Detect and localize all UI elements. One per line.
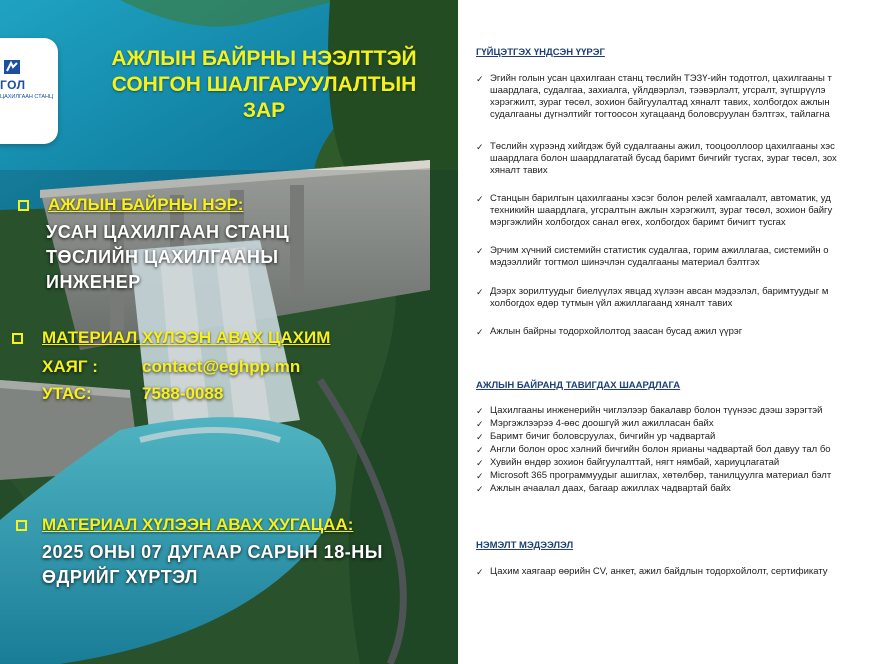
checkbox-bullet-icon	[18, 200, 29, 211]
requirements-heading: АЖЛЫН БАЙРАНД ТАВИГДАХ ШААРДЛАГА	[476, 380, 681, 391]
checkmark-icon: ✓	[476, 287, 484, 297]
deadline-line: ӨДРИЙГ ХҮРТЭЛ	[42, 567, 198, 587]
checkmark-icon: ✓	[476, 327, 484, 337]
position-line: ТӨСЛИЙН ЦАХИЛГААНЫ	[46, 247, 279, 267]
email-label: ХАЯГ :	[42, 357, 98, 376]
email-address[interactable]: contact@eghpp.mn	[142, 357, 301, 376]
deadline-label: МАТЕРИАЛ ХҮЛЭЭН АВАХ ХУГАЦАА:	[42, 515, 354, 534]
logo-name: ГОЛ	[0, 78, 26, 92]
checkmark-icon: ✓	[476, 74, 484, 84]
checkmark-icon: ✓	[476, 419, 484, 429]
checkmark-icon: ✓	[476, 567, 484, 577]
checkmark-icon: ✓	[476, 471, 484, 481]
deadline-line: 2025 ОНЫ 07 ДУГААР САРЫН 18-НЫ	[42, 542, 383, 562]
position-label: АЖЛЫН БАЙРНЫ НЭР:	[48, 195, 244, 214]
checkmark-icon: ✓	[476, 406, 484, 416]
company-logo	[0, 38, 58, 144]
deadline-date	[42, 540, 452, 590]
job-description-document: ГҮЙЦЭТГЭХ ҮНДСЭН ҮҮРЭГ ✓ Эгийн голын усан цахилгаан станц төслийн ТЭЗҮ-ийн тодотгол, цахилгааны т шаардлага, судалгаа, захиалга, үйлдвэрлэл, тээвэрлэлт, угсралт, зүгшрүүлэ хэрэгжилт, зураг төсөл, зохион байгуулалтад хяналт тавих, холбогдох ажлын судалгааны дүгнэлтийг тогтоосон хугацаанд боловсруулан бэлтгэх, тайлагна ✓ Төслийн хүрээнд хийгдэж буй судалгааны ажил, тооцооллоор цахилгааны хэс шаардлага болон шаардлагатай бусад баримт бичгийг тусгах, зураг төсөл, зох хяналт тавих ✓ Станцын барилгын цахилгааны хэсэг болон релей хамгаалалт, автоматик, уд техникийн шаардлага, угсралтын ажлын хэрэгжилт, зураг төсөл, зохион байгу мэргэжлийн холбогдох санал өгөх, холбогдох баримт бичигт тусгах ✓ Эрчим хүчний системийн статистик судалгаа, горим ажиллагаа, системийн о мэдээллийг тогтмол шинэчлэн судалгааны материал бэлтгэх ✓ Дээрх зорилтуудыг биелүүлэх явцад хүлээн авсан мэдээлэл, баримтуудыг м холбогдох өдөр тутмын үйл ажиллагаанд хяналт тавих ✓ Ажлын байрны тодорхойлолтод заасан бусад ажил үүрэг АЖЛЫН БАЙРАНД ТАВИГДАХ ШААРДЛАГА ✓ Цахилгааны инженерийн чиглэлээр бакалавр болон түүнээс дээш зэрэгтэй ✓ Мэргэжлээрээ 4-өөс доошгүй жил ажилласан байх ✓ Баримт бичиг боловсруулах, бичгийн ур чадвартай ✓ Англи болон орос хэлний бичгийн болон ярианы чадвартай бол давуу тал бо ✓ Хувийн өндөр зохион байгуулалттай, нягт нямбай, хариуцлагатай ✓ Microsoft 365 программуудыг ашиглах, хөтөлбөр, танилцуулга материал бэлт ✓ Ажлын ачаалал даах, багаар ажиллах чадвартай байх НЭМЭЛТ МЭДЭЭЛЭЛ ✓ Цахим хаягаар өөрийн CV, анкет, ажил байдлын тодорхойлолт, сертификату	[458, 0, 890, 664]
duties-heading: ГҮЙЦЭТГЭХ ҮНДСЭН ҮҮРЭГ	[476, 47, 605, 58]
contact-label: МАТЕРИАЛ ХҮЛЭЭН АВАХ ЦАХИМ	[42, 328, 331, 347]
title-line: СОНГОН ШАЛГАРУУЛАЛТЫН	[111, 73, 417, 96]
additional-info-heading: НЭМЭЛТ МЭДЭЭЛЭЛ	[476, 540, 574, 551]
position-title	[46, 220, 376, 295]
logo-mark-icon	[4, 60, 20, 74]
checkmark-icon: ✓	[476, 246, 484, 256]
phone-label: УТАС:	[42, 384, 92, 403]
checkmark-icon: ✓	[476, 432, 484, 442]
checkbox-bullet-icon	[16, 520, 27, 531]
checkmark-icon: ✓	[476, 484, 484, 494]
logo-subtitle: ЦАХИЛГААН СТАНЦ	[0, 94, 54, 100]
title-line: АЖЛЫН БАЙРНЫ НЭЭЛТТЭЙ	[111, 47, 417, 70]
poster-title	[74, 46, 454, 124]
checkmark-icon: ✓	[476, 458, 484, 468]
checkmark-icon: ✓	[476, 142, 484, 152]
checkbox-bullet-icon	[12, 333, 23, 344]
title-line: ЗАР	[242, 99, 286, 122]
checkmark-icon: ✓	[476, 445, 484, 455]
checkmark-icon: ✓	[476, 194, 484, 204]
position-line: ИНЖЕНЕР	[46, 272, 141, 292]
position-line: УСАН ЦАХИЛГААН СТАНЦ	[46, 222, 290, 242]
phone-number[interactable]: 7588-0088	[142, 384, 224, 403]
